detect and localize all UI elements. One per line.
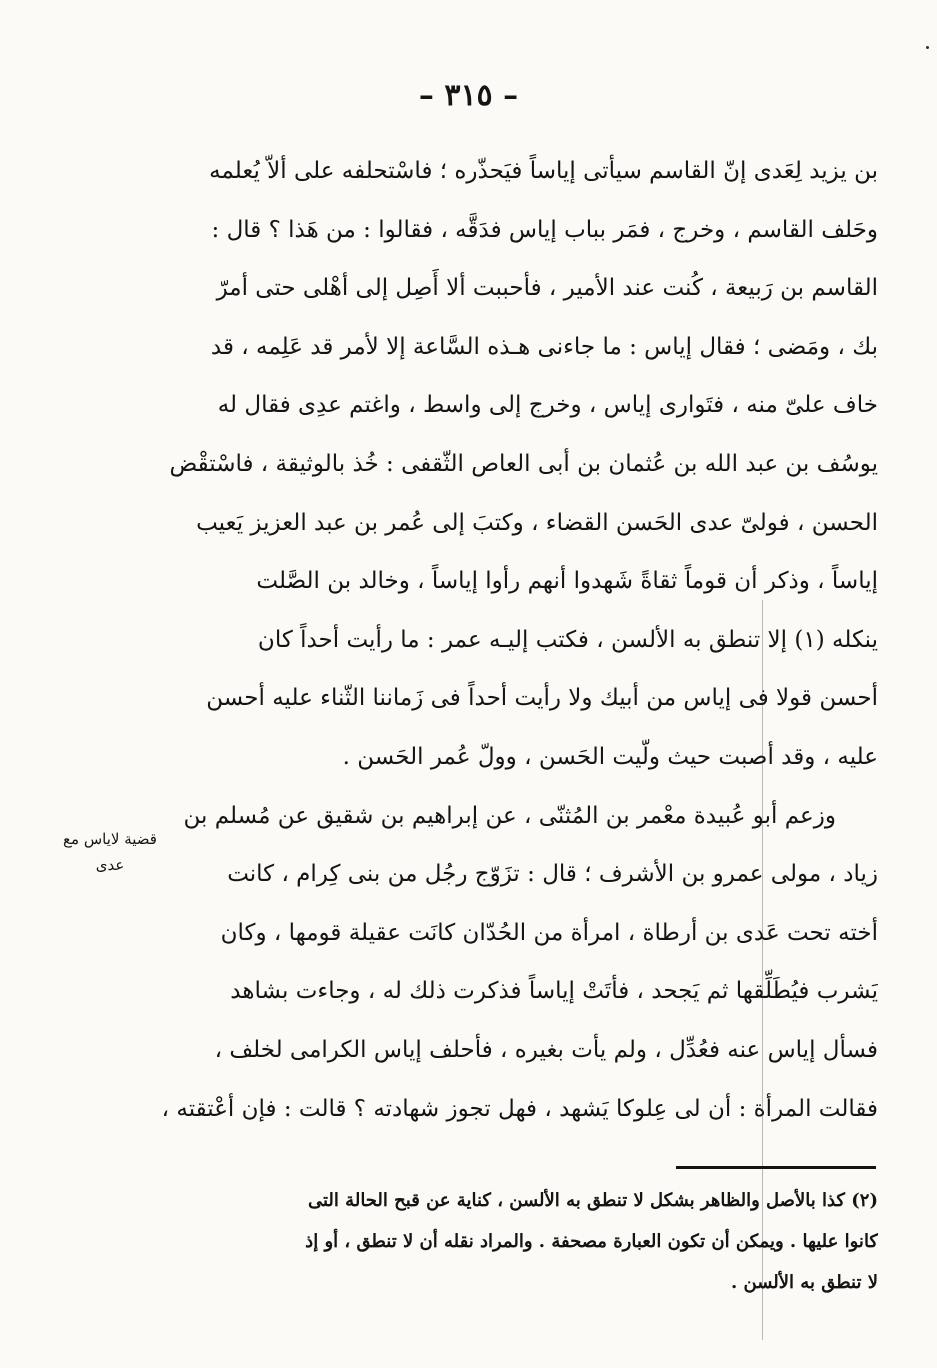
text-line: يوسُف بن عبد الله بن عُثمان بن أبى العاص الثّقفى : خُذ بالوثيقة ، فاسْتقْض <box>169 450 878 477</box>
text-line: ينكله (١) إلا تنطق به الألسن ، فكتب إليـه عمر : ما رأيت أحداً كان <box>257 626 878 653</box>
footnote-line: (٢) كذا بالأصل والظاهر بشكل لا تنطق به الألسن ، كناية عن قبح الحالة التى <box>308 1190 878 1211</box>
footnote-rule <box>676 1166 876 1169</box>
footnote-line: كانوا عليها . ويمكن أن تكون العبارة مصحفة . والمراد نقله أن لا تنطق ، أو إذ <box>305 1231 878 1252</box>
text-line: خاف علىّ منه ، فتَوارى إياس ، وخرج إلى واسط ، واغتم عدِى فقال له <box>217 392 878 419</box>
text-line: عليه ، وقد أصبت حيث ولّيت الحَسن ، وولّ عُمر الحَسن . <box>342 743 878 770</box>
footnote-line: لا تنطق به الألسن . <box>731 1272 878 1293</box>
text-line: زياد ، مولى عمرو بن الأشرف ؛ قال : تزَوّج رجُل من بنى كِرام ، كانت <box>227 861 878 888</box>
text-line: يَشرب فيُطَلِّقها ثم يَجحد ، فأتَتْ إياساً فذكرت ذلك له ، وجاءت بشاهد <box>230 978 878 1005</box>
text-line: بك ، ومَضى ؛ فقال إياس : ما جاءنى هـذه السَّاعة إلا لأمر قد عَلِمه ، قد <box>210 333 878 360</box>
text-line: وحَلف القاسم ، وخرج ، فمَر بباب إياس فدَقَّه ، فقالوا : من هَذا ؟ قال : <box>211 216 878 243</box>
margin-note-line: قضية لاياس مع <box>63 830 157 848</box>
footnotes <box>150 1180 878 1303</box>
text-line: فسأل إياس عنه فعُدِّل ، ولم يأت بغيره ، فأحلف إياس الكرامى لخلف ، <box>214 1036 878 1063</box>
paragraph-start-line: وزعم أبو عُبيدة معْمر بن المُثنّى ، عن إبراهيم بن شقيق عن مُسلم بن <box>183 802 836 829</box>
margin-note-line: عدى <box>95 856 125 874</box>
ink-speck <box>926 46 929 49</box>
main-text <box>150 142 878 1138</box>
page-number: – ٣١٥ – <box>418 78 519 113</box>
text-line: أحسن قولا فى إياس من أبيك ولا رأيت أحداً فى زَماننا الثّناء عليه أحسن <box>206 685 878 712</box>
text-line: القاسم بن رَبيعة ، كُنت عند الأمير ، فأحببت ألا أَصِل إلى أهْلى حتى أمرّ <box>216 275 878 302</box>
text-line: إياساً ، وذكر أن قوماً ثقاةً شَهدوا أنهم رأوا إياساً ، وخالد بن الصَّلت <box>256 568 878 595</box>
text-line: الحسن ، فولىّ عدى الحَسن القضاء ، وكتبَ إلى عُمر بن عبد العزيز يَعيب <box>196 509 878 536</box>
margin-note <box>40 826 180 878</box>
text-line: أخته تحت عَدى بن أرطاة ، امرأة من الحُدّان كانَت عقيلة قومها ، وكان <box>220 919 878 946</box>
text-line: بن يزيد لِعَدى إنّ القاسم سيأتى إياساً فيَحذّره ؛ فاسْتحلفه على ألاّ يُعلمه <box>209 158 878 184</box>
text-line: فقالت المرأة : أن لى عِلوكا يَشهد ، فهل تجوز شهادته ؟ قالت : فإن أعْتقته ، <box>161 1095 878 1122</box>
